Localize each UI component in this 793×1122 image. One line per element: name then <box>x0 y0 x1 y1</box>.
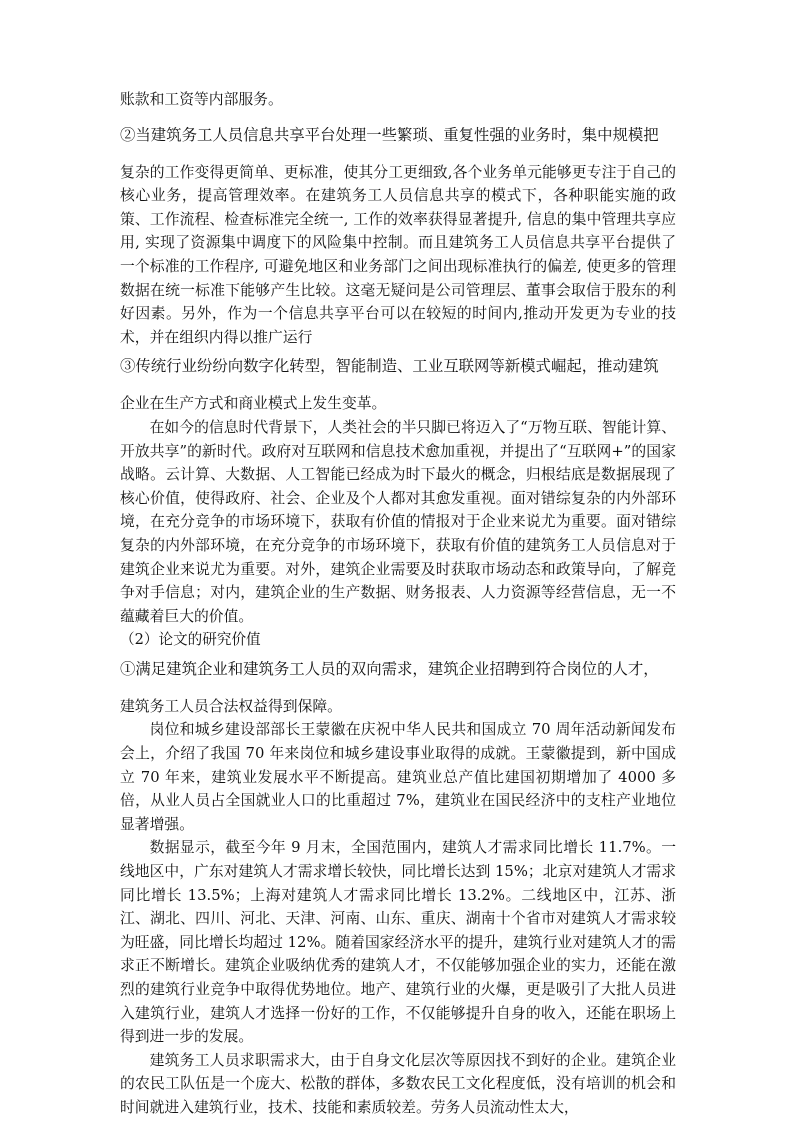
list-item-2-body: 复杂的工作变得更简单、更标准，使其分工更细致,各个业务单元能够更专注于自己的核心业务，提高管理效率。在建筑务工人员信息共享的模式下，各种职能实施的政策、工作流程、检查标准完全统一, 工作的效率获得显著提升, 信息的集中管理共享应用, 实现了资源集中调度下的风险集中控制。而且建筑务工人员信息共享平台提供了一个标准的工作程序, 可避免地区和业务部门之间出现标准执行的偏差, 使更多的管理数据在统一标准下能够产生比较。这毫无疑问是公司管理层、董事会取信于股东的利好因素。另外，作为一个信息共享平台可以在较短的时间内,推动开发更为专业的技术，并在组织内得以推广运行 <box>120 163 676 346</box>
paragraph-talent-demand-data: 数据显示，截至今年 9 月末，全国范围内，建筑人才需求同比增长 11.7%。一线地区中，广东对建筑人才需求增长较快，同比增长达到 15%；北京对建筑人才需求同比增长 13.5%；上海对建筑人才需求同比增长 13.2%。二线地区中，江苏、浙江、湖北、四川、河北、天津、河南、山东、重庆、湖南十个省市对建筑人才需求较为旺盛，同比增长均超过 12%。随着国家经济水平的提升，建筑行业对建筑人才的需求正不断增长。建筑企业吸纳优秀的建筑人才，不仅能够加强企业的实力，还能在激烈的建筑行业竞争中取得优势地位。地产、建筑行业的火爆，更是吸引了大批人员进入建筑行业，建筑人才选择一份好的工作，不仅能够提升自身的收入，还能在职场上得到进一步的发展。 <box>120 839 676 1046</box>
paragraph-worker-demand: 建筑务工人员求职需求大，由于自身文化层次等原因找不到好的企业。建筑企业的农民工队伍是一个庞大、松散的群体，多数农民工文化程度低，没有培训的机会和时间就进入建筑行业，技术、技能和素质较差。劳务人员流动性太大， <box>120 1051 676 1116</box>
list-item-1-body: 建筑务工人员合法权益得到保障。 <box>120 697 342 715</box>
paragraph-minister-wang: 岗位和城乡建设部部长王蒙徽在庆祝中华人民共和国成立 70 周年活动新闻发布会上，介绍了我国 70 年来岗位和城乡建设事业取得的成就。王蒙徽提到，新中国成立 70 年来，建筑业发展水平不断提高。建筑业总产值比建国初期增加了 4000 多倍，从业人员占全国就业人口的比重超过 7%，建筑业在国民经济中的支柱产业地位显著增强。 <box>120 721 676 833</box>
paragraph-intro-tail: 账款和工资等内部服务。 <box>120 91 283 108</box>
list-item-1-first-line: ①满足建筑企业和建筑务工人员的双向需求，建筑企业招聘到符合岗位的人才， <box>120 659 659 678</box>
list-item-2-first-line: ②当建筑务工人员信息共享平台处理一些繁琐、重复性强的业务时，集中规模把 <box>120 125 659 144</box>
list-item-3-first-line: ③传统行业纷纷向数字化转型，智能制造、工业互联网等新模式崛起，推动建筑 <box>120 357 659 376</box>
document-page <box>120 88 676 1120</box>
section-heading-research-value: （2）论文的研究价值 <box>120 631 261 649</box>
list-item-3-body: 企业在生产方式和商业模式上发生变革。 <box>120 395 387 413</box>
paragraph-information-age: 在如今的信息时代背景下，人类社会的半只脚已将迈入了“万物互联、智能计算、开放共享”的新时代。政府对互联网和信息技术愈加重视，并提出了“互联网+”的国家战略。云计算、大数据、人工智能已经成为时下最火的概念，归根结底是数据展现了核心价值，使得政府、社会、企业及个人都对其愈发重视。面对错综复杂的内外部环境，在充分竞争的市场环境下，获取有价值的情报对于企业来说尤为重要。面对错综复杂的内外部环境，在充分竞争的市场环境下，获取有价值的建筑务工人员信息对于建筑企业来说尤为重要。对外，建筑企业需要及时获取市场动态和政策导向，了解竞争对手信息；对内，建筑企业的生产数据、财务报表、人力资源等经营信息，无一不蕴藏着巨大的价值。 <box>120 418 676 625</box>
